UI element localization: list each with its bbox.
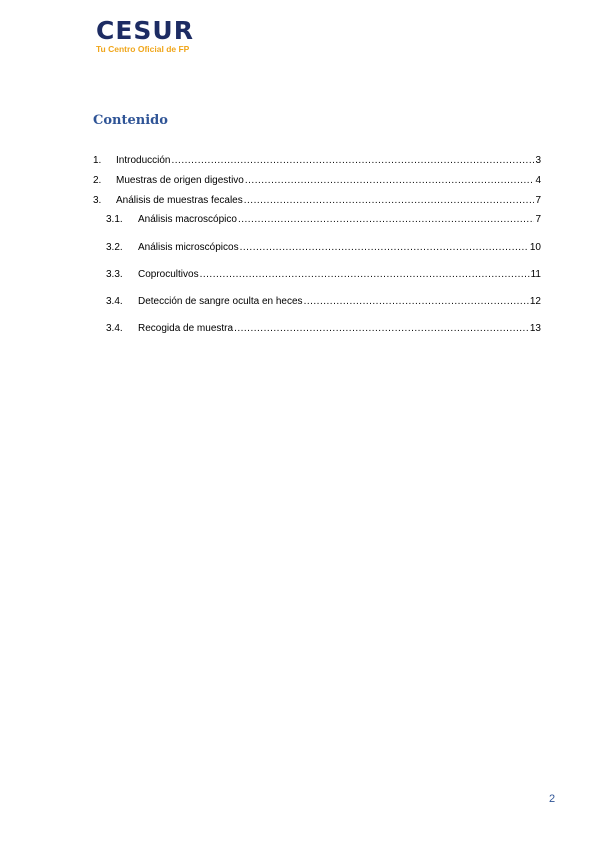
toc-entry-label: Coprocultivos <box>138 269 199 280</box>
toc-entry-introduccion[interactable] <box>93 154 541 168</box>
toc-entry-recogida-muestra[interactable] <box>106 322 541 336</box>
toc-entry-label: Recogida de muestra <box>138 323 234 334</box>
toc-leader-dots <box>238 213 535 227</box>
toc-entry-page: 3 <box>535 155 541 166</box>
toc-entry-number: 3.1. <box>106 214 123 225</box>
toc-entry-number: 3.4. <box>106 296 123 307</box>
toc-entry-number: 3.2. <box>106 242 123 253</box>
toc-title: Contenido <box>93 113 168 128</box>
toc-entry-number: 3. <box>93 195 102 206</box>
toc-entry-page: 10 <box>529 242 541 253</box>
logo-wordmark: CESUR <box>96 16 194 45</box>
toc-leader-dots <box>245 174 535 188</box>
toc-leader-dots <box>171 154 534 168</box>
toc-leader-dots <box>200 268 530 282</box>
toc-entry-number: 2. <box>93 175 102 186</box>
toc-entry-page: 7 <box>535 195 541 206</box>
toc-entry-label: Análisis de muestras fecales <box>116 195 243 206</box>
toc-leader-dots <box>304 295 529 309</box>
toc-entry-muestras-origen-digestivo[interactable] <box>93 174 541 188</box>
toc-entry-label: Análisis macroscópico <box>138 214 237 225</box>
cesur-logo <box>96 18 194 55</box>
toc-entry-number: 1. <box>93 155 102 166</box>
page-number: 2 <box>549 793 556 805</box>
toc-entry-label: Introducción <box>116 155 171 166</box>
toc-entry-page: 13 <box>529 323 541 334</box>
logo-tagline: Tu Centro Oficial de FP <box>96 44 190 54</box>
toc-entry-analisis-microscopicos[interactable] <box>106 241 541 255</box>
toc-entry-analisis-muestras-fecales[interactable] <box>93 194 541 208</box>
toc-leader-dots <box>244 194 535 208</box>
toc-entry-label: Análisis microscópicos <box>138 242 239 253</box>
toc-entry-label: Detección de sangre oculta en heces <box>138 296 303 307</box>
toc-entry-page: 7 <box>535 214 541 225</box>
toc-entry-analisis-macroscopico[interactable] <box>106 213 541 227</box>
toc-leader-dots <box>234 322 529 336</box>
toc-entry-number: 3.3. <box>106 269 123 280</box>
toc-entry-label: Muestras de origen digestivo <box>116 175 244 186</box>
toc-entry-page: 11 <box>530 269 541 280</box>
toc-entry-deteccion-sangre-oculta[interactable] <box>106 295 541 309</box>
toc-leader-dots <box>240 241 529 255</box>
toc-entry-coprocultivos[interactable] <box>106 268 541 282</box>
toc-entry-page: 4 <box>535 175 541 186</box>
toc-entry-number: 3.4. <box>106 323 123 334</box>
toc-entry-page: 12 <box>529 296 541 307</box>
